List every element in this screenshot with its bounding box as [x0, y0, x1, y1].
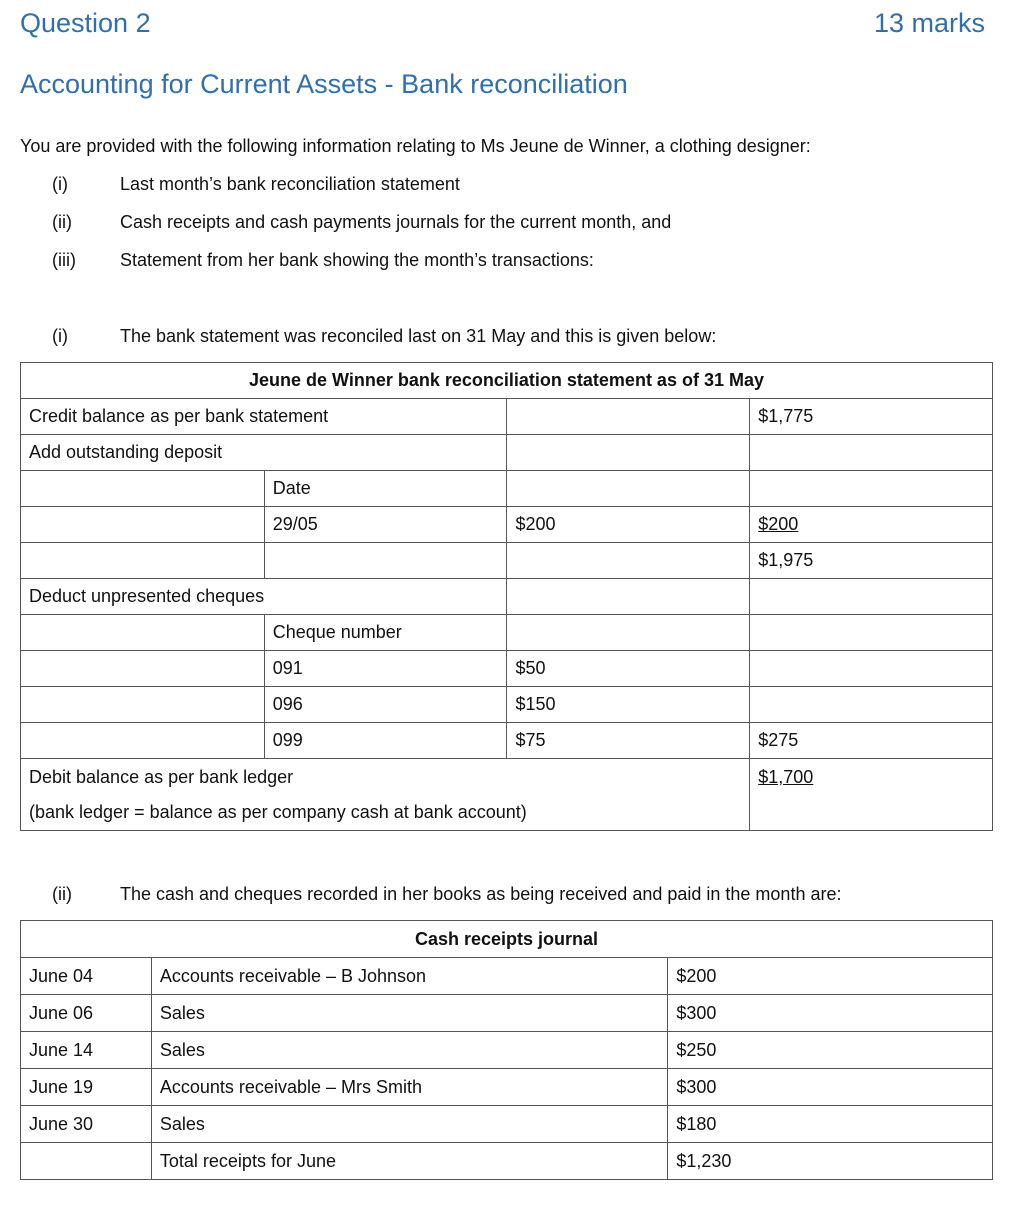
credit-balance-value: $1,775: [750, 399, 993, 435]
date-header: Date: [264, 471, 507, 507]
cheque-amount: $75: [507, 723, 750, 759]
debit-balance-value: $1,700: [758, 767, 814, 787]
part2-num: (ii): [52, 884, 72, 904]
journal-date: June 14: [21, 1032, 152, 1069]
debit-balance-cell: [21, 759, 750, 831]
intro-item-num: (ii): [52, 212, 72, 232]
intro-item-num: (iii): [52, 250, 76, 270]
deposit-date: 29/05: [264, 507, 507, 543]
journal-desc: Accounts receivable – B Johnson: [151, 958, 667, 995]
intro-item-text: Statement from her bank showing the month’s transactions:: [120, 250, 594, 270]
add-deposit-label: Add outstanding deposit: [21, 435, 507, 471]
journal-desc: Accounts receivable – Mrs Smith: [151, 1069, 667, 1106]
journal-total-label: Total receipts for June: [151, 1143, 667, 1180]
deposit-total: [750, 507, 993, 543]
topic-heading: Accounting for Current Assets - Bank reconciliation: [20, 69, 628, 99]
cheque-total: $275: [750, 723, 993, 759]
intro-item-num: (i): [52, 174, 68, 194]
cheque-number: 091: [264, 651, 507, 687]
debit-balance-note: (bank ledger = balance as per company cash at bank account): [29, 802, 527, 822]
credit-balance-label: Credit balance as per bank statement: [21, 399, 507, 435]
journal-amount: $200: [668, 958, 993, 995]
cheque-number: 099: [264, 723, 507, 759]
journal-desc: Sales: [151, 995, 667, 1032]
journal-date: June 04: [21, 958, 152, 995]
intro-item-text: Last month’s bank reconciliation statement: [120, 174, 460, 194]
cheque-total: [750, 651, 993, 687]
cheque-number: 096: [264, 687, 507, 723]
journal-amount: $300: [668, 995, 993, 1032]
intro-text: You are provided with the following information relating to Ms Jeune de Winner, a clothing designer:: [20, 136, 811, 156]
cheque-header: Cheque number: [264, 615, 507, 651]
journal-desc: Sales: [151, 1106, 667, 1143]
deposit-amount: $200: [507, 507, 750, 543]
bank-reconciliation-table: [20, 362, 993, 831]
cheque-amount: $50: [507, 651, 750, 687]
deduct-label: Deduct unpresented cheques: [21, 579, 507, 615]
marks-label: 13 marks: [873, 8, 985, 38]
journal-date: June 06: [21, 995, 152, 1032]
cheque-total: [750, 687, 993, 723]
journal-date: June 19: [21, 1069, 152, 1106]
journal-desc: Sales: [151, 1032, 667, 1069]
journal-title: Cash receipts journal: [21, 921, 993, 958]
journal-amount: $300: [668, 1069, 993, 1106]
subtotal-value: $1,975: [750, 543, 993, 579]
debit-balance-cell-value: [750, 759, 993, 831]
journal-amount: $180: [668, 1106, 993, 1143]
part1-num: (i): [52, 326, 68, 346]
question-title: Question 2: [20, 8, 151, 38]
journal-amount: $250: [668, 1032, 993, 1069]
part1-text: The bank statement was reconciled last on 31 May and this is given below:: [120, 326, 717, 346]
debit-balance-label: Debit balance as per bank ledger: [29, 767, 294, 787]
reconciliation-title: Jeune de Winner bank reconciliation statement as of 31 May: [21, 363, 993, 399]
journal-total-value: $1,230: [668, 1143, 993, 1180]
deposit-total-value: $200: [758, 514, 799, 534]
part2-text: The cash and cheques recorded in her books as being received and paid in the month are:: [120, 884, 842, 904]
cash-receipts-journal-table: [20, 920, 993, 1180]
intro-item-text: Cash receipts and cash payments journals for the current month, and: [120, 212, 672, 232]
cheque-amount: $150: [507, 687, 750, 723]
journal-date: June 30: [21, 1106, 152, 1143]
